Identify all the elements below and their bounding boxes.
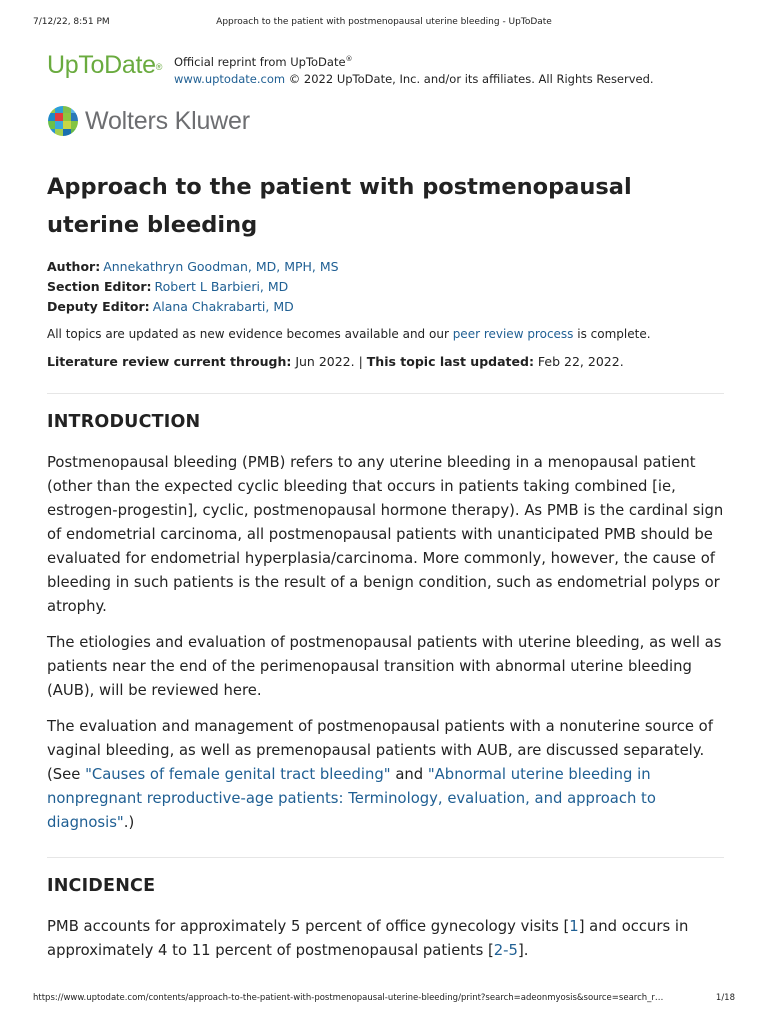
last-updated-value: Feb 22, 2022.	[533, 354, 624, 369]
incidence-p1-mid: ] and occurs in approximately 4 to 11 percent of postmenopausal patients [	[47, 918, 689, 959]
causes-bleeding-link[interactable]: "Causes of female genital tract bleeding"	[85, 766, 391, 783]
author-link[interactable]: Annekathryn Goodman, MD, MPH, MS	[103, 259, 339, 274]
reference-link-2-5[interactable]: 2-5	[493, 942, 518, 959]
intro-p3-mid: and	[390, 766, 428, 783]
section-divider	[47, 857, 724, 858]
reprint-mark: ®	[345, 55, 353, 63]
uptodate-logo-mark: ®	[155, 62, 163, 72]
wolters-kluwer-globe-icon	[47, 105, 79, 137]
update-note-pre: All topics are updated as new evidence becomes available and our	[47, 327, 453, 341]
section-editor-link[interactable]: Robert L Barbieri, MD	[154, 279, 289, 294]
intro-p3-post: .)	[123, 814, 135, 831]
wolters-kluwer-wordmark: Wolters Kluwer	[85, 106, 250, 135]
section-editor-label: Section Editor:	[47, 279, 152, 294]
print-footer	[33, 993, 735, 1005]
print-header	[33, 17, 735, 29]
article-title: Approach to the patient with postmenopausal uterine bleeding	[47, 174, 632, 238]
deputy-editor-line	[47, 297, 724, 317]
section-divider	[47, 393, 724, 394]
reprint-notice	[174, 51, 654, 88]
uptodate-site-link[interactable]: www.uptodate.com	[174, 71, 286, 86]
review-dates	[47, 353, 724, 371]
introduction-paragraph-3	[47, 715, 724, 835]
reference-link-1[interactable]: 1	[569, 918, 579, 935]
wolters-kluwer-logo	[47, 105, 250, 137]
lit-review-value: Jun 2022. |	[291, 354, 367, 369]
copyright-text: © 2022 UpToDate, Inc. and/or its affiliates. All Rights Reserved.	[285, 71, 654, 86]
last-updated-label: This topic last updated:	[366, 354, 534, 369]
uptodate-logo-text: UpToDate	[47, 51, 156, 79]
brand-row	[47, 50, 728, 90]
section-editor-line	[47, 277, 724, 297]
incidence-heading: INCIDENCE	[47, 876, 156, 896]
reprint-line: Official reprint from UpToDate	[174, 54, 346, 69]
peer-review-link[interactable]: peer review process	[452, 327, 574, 341]
update-note-post: is complete.	[573, 327, 651, 341]
incidence-p1-pre: PMB accounts for approximately 5 percent of office gynecology visits [	[47, 918, 570, 935]
introduction-heading: INTRODUCTION	[47, 412, 201, 432]
incidence-p1-post: ].	[517, 942, 529, 959]
article-content	[47, 168, 724, 975]
intro-p3-pre: The evaluation and management of postmenopausal patients with a nonuterine source of vaginal bleeding, as well as premenopausal patients with AUB, are discussed separately. (See	[47, 718, 713, 783]
deputy-editor-label: Deputy Editor:	[47, 299, 150, 314]
author-label: Author:	[47, 259, 101, 274]
introduction-paragraph-2: The etiologies and evaluation of postmenopausal patients with uterine bleeding, as well as patients near the end of the perimenopausal transition with abnormal uterine bleeding (AUB), will be reviewed here.	[47, 634, 722, 699]
introduction-paragraph-1: Postmenopausal bleeding (PMB) refers to any uterine bleeding in a menopausal patient (other than the expected cyclic bleeding that occurs in patients taking combined [ie, estrogen-progestin], cyclic, postmenopausal hormone therapy). As PMB is the cardinal sign of endometrial carcinoma, all postmenopausal patients with unanticipated PMB should be evaluated for endometrial hyperplasia/carcinoma. More commonly, however, the cause of bleeding in such patients is the result of a benign condition, such as endometrial polyps or atrophy.	[47, 454, 724, 615]
uptodate-logo	[47, 50, 162, 80]
incidence-paragraph-1	[47, 915, 724, 963]
print-datetime: 7/12/22, 8:51 PM	[33, 17, 110, 27]
author-line	[47, 257, 724, 277]
deputy-editor-link[interactable]: Alana Chakrabarti, MD	[152, 299, 294, 314]
print-url: https://www.uptodate.com/contents/approach-to-the-patient-with-postmenopausal-uterine-bleeding/print?search=adeonmyosis&source=search_r…	[33, 993, 664, 1003]
page-number: 1/18	[715, 993, 735, 1003]
lit-review-label: Literature review current through:	[47, 354, 292, 369]
update-note	[47, 325, 724, 343]
print-page-title: Approach to the patient with postmenopausal uterine bleeding - UpToDate	[216, 17, 552, 27]
abnormal-uterine-bleeding-link[interactable]: "Abnormal uterine bleeding in nonpregnant reproductive-age patients: Terminology, evaluation, and approach to diagnosis"	[47, 766, 656, 831]
